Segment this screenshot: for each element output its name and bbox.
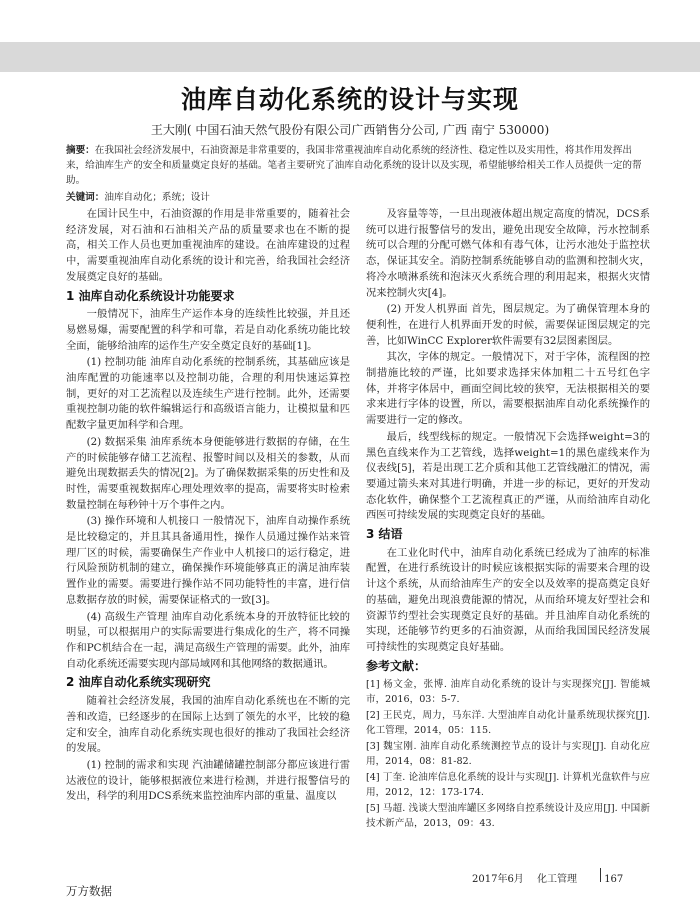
paragraph: (4) 高级生产管理 油库自动化系统本身的开放特征比较的明显，可以根据用户的实际需要进行集成化的生产，将不同操作和PC机结合在一起，满足高级生产管理的需要。此外，油库自动化系统还需要实现内部局域网和其他网络的数据通讯。 xyxy=(66,610,350,670)
keywords-text: 油库自动化；系统；设计 xyxy=(104,192,210,203)
paragraph: 最后，线型线标的规定。一般情况下会选择weight=3的黑色直线来作为工艺管线，选择weight=1的黑色虚线来作为仪表线[5]，若是出现工艺介质和其他工艺管线融汇的情况，需要通过箭头来对其进行明确，并进一步的标记，更好的开发动态化软件，确保整个工艺流程真正的严谨，从而给油库自动化西医可持续发展的实现奠定良好的基础。 xyxy=(366,430,650,522)
paragraph: (1) 控制的需求和实现 汽油罐储罐控制部分都应该进行雷达液位的设计，能够根据液位来进行检测，并进行报警信号的发出，科学的利用DCS系统来监控油库内部的重量、温度以 xyxy=(66,758,350,803)
journal-name: 化工管理 xyxy=(537,874,577,885)
paragraph: (2) 开发人机界面 首先，图层规定。为了确保管理本身的便利性，在进行人机界面开发的时候，需要保证图层规定的完善，比如WinCC Explorer软件需要有32层图素图层。 xyxy=(366,303,650,347)
page-number: 167 xyxy=(604,874,624,885)
paragraph: (3) 操作环境和人机接口 一般情况下，油库自动操作系统是比较稳定的，并且其具备通用性，操作人员通过操作站来管理厂区的时候，需要确保生产作业中人机接口的运行稳定，进行风险预防机制的建立，确保操作环境能够真正的满足油库装置作业的需要。需要进行操作站不同功能特性的丰富，进行信息数据存放的时候，需要保证格式的一致[3]。 xyxy=(66,515,350,606)
paragraph: (1) 控制功能 油库自动化系统的控制系统，其基础应该是油库配置的功能速率以及控制功能，合理的利用快速运算控制，更好的对工艺流程以及连续生产进行控制。此外，还需要重视控制功能的软件编辑运行和高级语言能力，让模拟量和匹配数字量更加科学和合理。 xyxy=(66,356,350,432)
paragraph: 及容量等等，一旦出现液体超出规定高度的情况，DCS系统可以进行报警信号的发出，避免出现安全故障，污水控制系统可以合理的分配可燃气体和有毒气体，让污水池处于监控状态，保证其安全。消防控制系统能够自动的监测和控制火灾，将冷水喷淋系统和泡沫灭火系统合理的利用起来，根据火灾情况来控制火灾[4]。 xyxy=(366,208,650,299)
issue-date: 2017年6月 xyxy=(472,874,524,885)
abstract-text: 在我国社会经济发展中，石油资源是非常重要的，我国非常重视油库自动化系统的经济性、稳定性以及实用性，将其作用发挥出来，给油库生产的安全和质量奠定良好的基础。笔者主要研究了油库自动化系统的设计以及实现，希望能够给相关工作人员提供一定的帮助。 xyxy=(66,145,642,186)
paragraph: 在工业化时代中，油库自动化系统已经成为了油库的标准配置，在进行系统设计的时候应该根据实际的需要来合理的设计这个系统，从而给油库生产的安全以及效率的提高奠定良好的基础，避免出现浪费能源的情况，从而给环境友好型社会和资源节约型社会实现奠定良好的基础。并且油库自动化系统的实现，还能够节约更多的石油资源，从而给我国国民经济发展可持续性的实现奠定良好基础。 xyxy=(366,546,650,653)
abstract xyxy=(66,143,642,188)
source-watermark: 万方数据 xyxy=(66,884,112,898)
references-heading: 参考文献： xyxy=(366,658,427,673)
references-list xyxy=(366,677,650,831)
keywords-label: 关键词： xyxy=(66,192,105,203)
article-title: 油库自动化系统的设计与实现 xyxy=(180,85,519,114)
left-column xyxy=(66,207,350,806)
paragraph: (2) 数据采集 油库系统本身便能够进行数据的存储，在生产的时候能够存储工艺流程、报警时间以及相关的参数，从而避免出现数据丢失的情况[2]。为了确保数据采集的历史性和及时性，需要重视数据库心理处理效率的提高，需要将实时检索数量控制在每秒钟十万个事件之内。 xyxy=(66,435,350,511)
reference-item: [2] 王民克，周力，马东洋. 大型油库自动化计量系统现状探究[J]. 化工管理，2014，05：115. xyxy=(366,710,650,737)
paragraph: 在国计民生中，石油资源的作用是非常重要的，随着社会经济发展，对石油和石油相关产品的质量要求也在不断的提高，相关工作人员也更加重视油库的建设。在油库建设的过程中，需要重视油库自动化系统的设计和完善，给我国社会经济发展奠定良好的基础。 xyxy=(66,208,350,283)
keywords xyxy=(66,191,642,205)
footer-divider xyxy=(600,868,601,882)
right-column xyxy=(366,207,650,832)
paragraph: 随着社会经济发展，我国的油库自动化系统也在不断的完善和改造，已经逐步的在国际上达到了领先的水平，比较的稳定和安全，油库自动化系统实现也很好的推动了我国社会经济的发展。 xyxy=(66,695,350,755)
paragraph: 一般情况下，油库生产运作本身的连续性比较强，并且还易燃易爆，需要配置的科学和可靠，若是自动化系统功能比较全面，能够给油库的运作生产安全奠定良好的基础[1]。 xyxy=(66,308,350,352)
section-heading-1: 1 油库自动化系统设计功能要求 xyxy=(66,288,235,303)
paragraph: 其次，字体的规定。一般情况下，对于字体，流程图的控制措施比较的严谨，比如要求选择宋体加粗二十五号红色字体，并将字体居中，画面空间比较的狭窄，无法根据相关的要求来进行字体的设置，所以，需要根据油库自动化系统操作的需要进行一定的修改。 xyxy=(366,351,650,427)
page-footer xyxy=(472,870,633,885)
section-heading-3: 3 结语 xyxy=(366,527,403,542)
reference-item: [5] 马超. 浅谈大型油库罐区多网络自控系统设计及应用[J]. 中国新技术新产品，2013，09：43. xyxy=(366,803,650,830)
reference-item: [3] 魏宝刚. 油库自动化系统测控节点的设计与实现[J]. 自动化应用，2014，08：81-82. xyxy=(366,741,650,768)
section-heading-2: 2 油库自动化系统实现研究 xyxy=(66,675,211,690)
reference-item: [4] 丁奎. 论油库信息化系统的设计与实现[J]. 计算机光盘软件与应用，2012，12：173-174. xyxy=(366,772,650,799)
author-affiliation: 王大刚( 中国石油天然气股份有限公司广西销售分公司, 广西 南宁 530000) xyxy=(150,123,550,137)
abstract-label: 摘要： xyxy=(66,145,95,156)
header-band xyxy=(0,42,700,72)
reference-item: [1] 杨文金，张博. 油库自动化系统的设计与实现探究[J]. 智能城市，2016，03：5-7. xyxy=(366,679,650,706)
